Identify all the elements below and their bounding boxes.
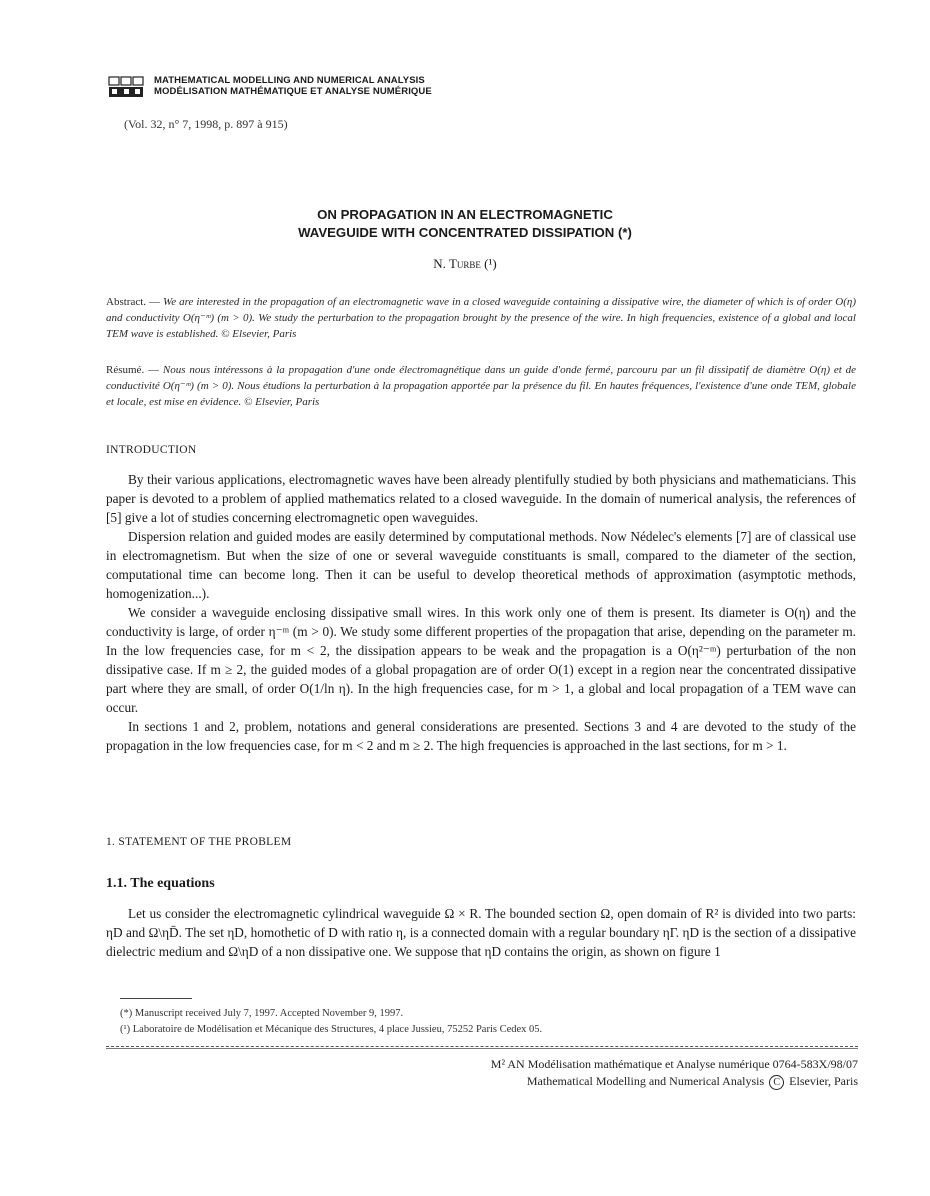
title-line-1: ON PROPAGATION IN AN ELECTROMAGNETIC — [317, 207, 613, 222]
subsection-1-1-heading: 1.1. The equations — [106, 876, 215, 891]
article-title — [0, 206, 930, 242]
journal-header — [108, 74, 432, 100]
footnote-1: (*) Manuscript received July 7, 1997. Accepted November 9, 1997. — [120, 1008, 404, 1019]
abstract-en-text: We are interested in the propagation of an electromagnetic wave in a closed waveguide containing a dissipative wire, the diameter of which is of order O(η) and conductivity O(η⁻ᵐ) (m > 0). We study the perturbation to the propagation brought by the presence of the wire. In high frequencies, existence of a global and local TEM wave is established. © Elsevier, Paris — [106, 296, 856, 340]
footnote-rule — [120, 998, 192, 999]
bottom-rule — [106, 1046, 858, 1047]
journal-logo — [108, 74, 146, 100]
intro-paragraph-3: We consider a waveguide enclosing dissipative small wires. In this work only one of them is present. Its diameter is O(η) and the conductivity is large, of order η⁻ᵐ (m > 0). We study some different properties of the propagation that arise, depending on the parameter m. In the low frequencies case, for m < 2, the dissipation appears to be weak and the propagation is a O(η²⁻ᵐ) perturbation of the non dissipative case. If m ≥ 2, the guided modes of a global propagation are of order O(1) except in a region near the concentrated dissipative part where they are small, of order O(1/ln η). In the high frequencies case, for m > 1, a global and local propagation of a TEM wave can occur. — [106, 605, 856, 715]
footnote-2: (¹) Laboratoire de Modélisation et Mécanique des Structures, 4 place Jussieu, 75252 Paris Cedex 05. — [120, 1024, 543, 1035]
abstract-fr-text: Nous nous intéressons à la propagation d'une onde électromagnétique dans un guide d'onde fermé, parcouru par un fil dissipatif de diamètre O(η) et de conductivité O(η⁻ᵐ) (m > 0). Nous étudions la perturbation à la propagation apportée par la présence du fil. En hautes fréquences, l'existence d'une onde TEM, globale et locale, est mise en évidence. © Elsevier, Paris — [106, 364, 856, 408]
introduction-body — [106, 470, 856, 755]
publisher-imprint — [491, 1056, 858, 1090]
volume-line: (Vol. 32, n° 7, 1998, p. 897 à 915) — [124, 117, 288, 131]
imprint-journal: Mathematical Modelling and Numerical Analysis — [526, 1074, 765, 1088]
intro-paragraph-4: In sections 1 and 2, problem, notations and general considerations are presented. Sections 3 and 4 are devoted to the study of the propagation in the low frequencies case, for m < 2 and m ≥ 2. The high frequencies is approached in the last sections, for m > 1. — [106, 719, 856, 753]
imprint-line-2 — [491, 1073, 858, 1090]
introduction-heading: INTRODUCTION — [106, 444, 197, 456]
section-1-heading: 1. STATEMENT OF THE PROBLEM — [106, 836, 292, 848]
section-1-paragraph: Let us consider the electromagnetic cylindrical waveguide Ω × R. The bounded section Ω, open domain of R² is divided into two parts: ηD and Ω\ηD̄. The set ηD, homothetic of D with ratio η, is a connected domain with a regular boundary ηΓ. ηD is the section of a dissipative dielectric medium and Ω\ηD of a non dissipative one. We suppose that ηD contains the origin, as shown on figure 1 — [106, 906, 856, 959]
abstract-fr-label: Résumé. — — [106, 364, 160, 376]
journal-name-fr: MODÉLISATION MATHÉMATIQUE ET ANALYSE NUMÉRIQUE — [154, 86, 432, 97]
title-line-2: WAVEGUIDE WITH CONCENTRATED DISSIPATION (*) — [298, 225, 632, 240]
intro-paragraph-2: Dispersion relation and guided modes are easily determined by computational methods. Now Nédelec's elements [7] are of classical use in electromagnetism. But when the size of one or several waveguide constituants is small, compared to the diameter of the section, computational time can become long. Then it can be useful to develop theoretical methods of approximation (asymptotic methods, homogenization...). — [106, 529, 856, 601]
section-1-body — [106, 904, 856, 961]
bottom-rule-solid — [106, 1048, 858, 1049]
footnotes — [120, 1006, 840, 1038]
imprint-publisher: Elsevier, Paris — [789, 1074, 858, 1088]
copyright-icon: C — [769, 1075, 784, 1090]
journal-name-en: MATHEMATICAL MODELLING AND NUMERICAL ANALYSIS — [154, 75, 425, 86]
abstract-en-label: Abstract. — — [106, 296, 161, 308]
imprint-line-1: M² AN Modélisation mathématique et Analyse numérique 0764-583X/98/07 — [490, 1057, 858, 1071]
author: N. Turbe (¹) — [433, 256, 497, 271]
abstract-fr — [106, 362, 856, 410]
abstract-en — [106, 294, 856, 342]
journal-names — [154, 75, 432, 97]
intro-paragraph-1: By their various applications, electromagnetic waves have been already plentifully studied by both physicians and mathematicians. This paper is devoted to a problem of applied mathematics related to a closed waveguide. In the domain of numerical analysis, the references of [5] give a lot of studies concerning electromagnetic open waveguides. — [106, 472, 856, 525]
